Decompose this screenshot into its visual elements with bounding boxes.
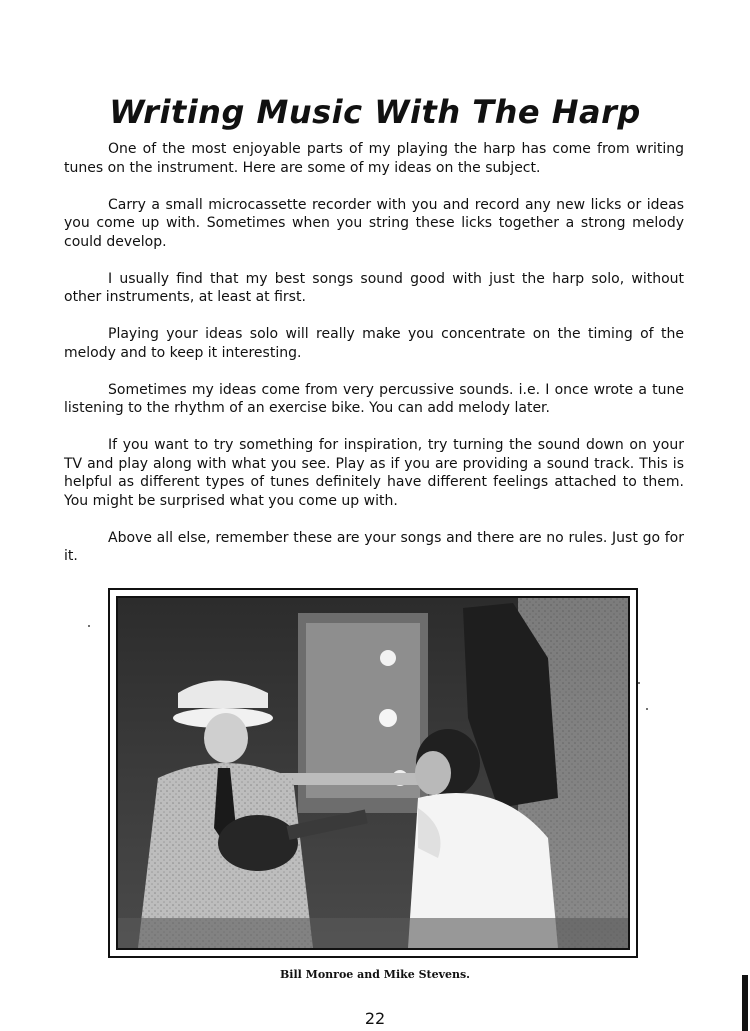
paragraph-recorder: Carry a small microcassette recorder with you and record any new licks or ideas you come up with. Sometimes when you string these licks together a strong melody could develop. [64,196,684,250]
scan-speck [638,682,640,684]
photo-caption: Bill Monroe and Mike Stevens. [279,968,471,981]
photo-frame [108,588,638,958]
article-body [64,140,684,584]
paragraph-tv: If you want to try something for inspiration, try turning the sound down on your TV and play along with what you see. Play as if you are providing a sound track. This is helpful as different types of tunes definitely have different feelings attached to them. You might be surprised what you come up with. [64,437,684,509]
edge-mark [742,975,748,1031]
paragraph-harp-solo: I usually find that my best songs sound good with just the harp solo, without other instruments, at least at first. [64,270,684,305]
paragraph-percussive: Sometimes my ideas come from very percussive sounds. i.e. I once wrote a tune listening to the rhythm of an exercise bike. You can add melody later. [64,381,684,416]
page-number: 22 [364,1009,386,1028]
photo-illustration [118,598,628,948]
paragraph-intro: One of the most enjoyable parts of my playing the harp has come from writing tunes on the instrument. Here are some of my ideas on the subject. [64,141,684,176]
paragraph-timing: Playing your ideas solo will really make you concentrate on the timing of the melody and to keep it interesting. [64,326,684,361]
page-title: Writing Music With The Harp [109,93,641,132]
scan-speck [646,708,648,710]
paragraph-no-rules: Above all else, remember these are your songs and there are no rules. Just go for it. [64,529,684,564]
photo [116,596,630,950]
scan-speck [88,625,90,627]
